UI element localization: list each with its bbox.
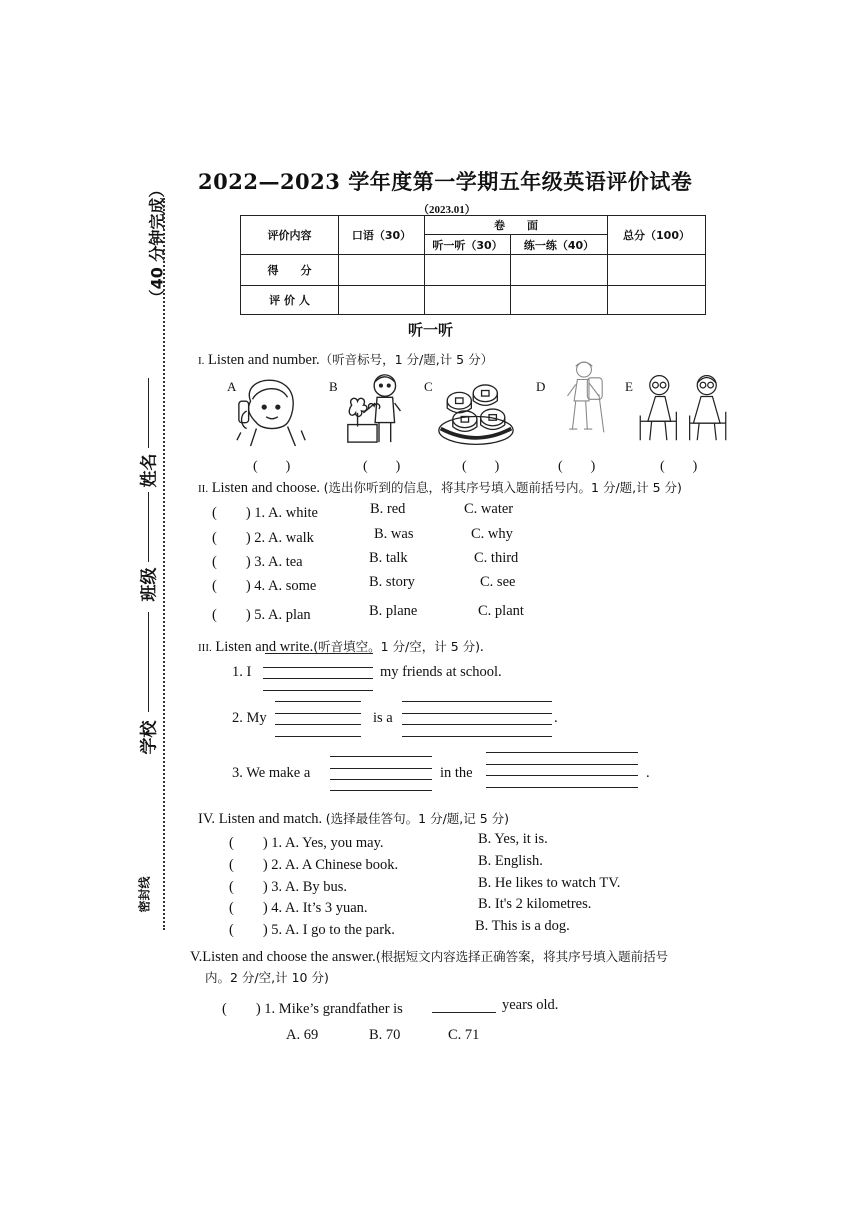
writing-line[interactable] [263,690,373,691]
writing-line[interactable] [330,768,432,769]
section3-number: III. [198,642,212,654]
sentence1-end: my friends at school. [380,664,502,680]
writing-line[interactable] [402,713,552,714]
section3-title: Listen and write. [215,639,314,655]
option-b: B. He likes to watch TV. [478,875,621,891]
list-item [212,526,314,547]
page-title: 2022—2023 学年度第一学期五年级英语评价试卷 [198,169,693,194]
question-1-text: 1. Mike’s grandfather is [264,1001,403,1017]
evaluator-cell-oral[interactable] [339,286,425,315]
hiker-icon [545,358,623,434]
answer-paren[interactable]: ( ) [212,554,251,570]
answer-paren[interactable]: ( ) [212,505,251,521]
sentence2-end: . [554,710,558,726]
score-cell-total[interactable] [608,255,706,286]
sentence3-start: 3. We make a [232,765,311,781]
picture-letter-e: E [625,379,633,394]
picture-letter-c: C [424,379,433,394]
option-a: 3. A. By bus. [271,879,348,895]
sentence3-end: . [646,765,650,781]
picture-letter-d: D [536,379,546,394]
option-a: 3. A. tea [254,554,303,570]
section4-heading [198,809,509,828]
writing-line[interactable] [330,790,432,791]
answer-paren[interactable]: ( ) [212,530,251,546]
grandparents-icon [630,368,736,444]
answer-paren[interactable]: ( ) [212,578,251,594]
writing-line[interactable] [263,667,373,668]
score-cell-listen[interactable] [425,255,511,286]
col-total: 总分（100） [608,216,706,255]
boy-watering-flowers-icon [340,370,418,446]
answer-paren[interactable]: ( ) [212,607,251,623]
girl-on-phone-icon [233,372,311,448]
answer-paren-a[interactable]: ( ) [253,459,291,474]
list-item [212,603,311,624]
writing-line[interactable] [486,764,638,765]
list-item [212,501,318,522]
option-a: 1. A. Yes, you may. [271,835,384,851]
writing-line[interactable] [486,752,638,753]
score-cell-oral[interactable] [339,255,425,286]
writing-line[interactable] [275,713,361,714]
writing-line[interactable] [486,775,638,776]
option-b: B. story [369,574,415,590]
time-note: （40 分钟完成） [147,181,167,306]
list-item [229,831,384,852]
answer-paren-c[interactable]: ( ) [462,459,500,474]
title-underline [265,653,373,654]
col-practice: 练一练（40） [511,235,608,255]
name-blank[interactable] [148,378,149,448]
option-b: B. This is a dog. [475,918,570,934]
question-1 [222,997,403,1018]
list-item [229,853,398,874]
section1-note: （听音标号，1 分/题,计 5 分） [319,352,494,367]
mooncakes-icon [437,372,515,448]
answer-paren[interactable]: ( ) [222,1001,261,1017]
list-item [212,550,303,571]
picture-letter-b: B [329,379,338,394]
writing-line[interactable] [263,678,373,679]
section5-note: (根据短文内容选择正确答案，将其序号填入题前括号 [375,949,669,964]
section2-note: (选出你听到的信息，将其序号填入题前括号内。1 分/题,计 5 分) [323,480,682,495]
sentence2-mid: is a [373,710,393,726]
option-a: 2. A. walk [254,530,314,546]
answer-paren[interactable]: ( ) [229,857,268,873]
section5-heading [190,947,668,966]
section4-number: IV. [198,811,216,827]
binding-dotted-line [163,198,165,930]
answer-paren[interactable]: ( ) [229,879,268,895]
option-b: B. was [374,526,414,542]
evaluator-cell-listen[interactable] [425,286,511,315]
part-heading: 听一听 [408,321,454,339]
section1-title: Listen and number. [208,352,320,368]
sentence3-mid: in the [440,765,473,781]
score-table [240,215,706,315]
answer-paren-b[interactable]: ( ) [363,459,401,474]
answer-paren-e[interactable]: ( ) [660,459,698,474]
option-a: 2. A. A Chinese book. [271,857,399,873]
option-a: A. 69 [286,1027,319,1043]
section2-number: II. [198,483,209,495]
sentence1-start: 1. I [232,664,252,680]
class-label: 班级 [139,567,160,602]
answer-paren[interactable]: ( ) [229,835,268,851]
option-c: C. 71 [448,1027,480,1043]
question-1-end: years old. [502,997,559,1013]
class-blank[interactable] [148,492,149,562]
option-a: 5. A. I go to the park. [271,922,395,938]
option-a: 4. A. some [254,578,317,594]
score-cell-practice[interactable] [511,255,608,286]
section2-title: Listen and choose. [211,480,321,496]
col-oral: 口语（30） [339,216,425,255]
option-c: C. water [464,501,514,517]
exam-date: （2023.01） [418,204,476,216]
writing-line[interactable] [486,787,638,788]
seal-line-label: 密封线 [137,876,152,913]
answer-paren[interactable]: ( ) [229,922,268,938]
evaluator-cell-total[interactable] [608,286,706,315]
picture-letter-a: A [227,379,237,394]
list-item [229,875,347,896]
option-a: 1. A. white [254,505,318,521]
section4-title: Listen and match. [218,811,323,827]
writing-line[interactable] [275,736,361,737]
option-c: C. why [471,526,513,542]
option-c: C. third [474,550,519,566]
option-b: B. It's 2 kilometres. [478,896,592,912]
col-listen: 听一听（30） [425,235,511,255]
writing-line[interactable] [402,724,552,725]
writing-line[interactable] [275,701,361,702]
section3-end: . [480,639,484,655]
writing-line[interactable] [275,724,361,725]
option-c: C. plant [478,603,524,619]
writing-line[interactable] [330,756,432,757]
section5-title: Listen and choose the answer. [202,949,376,965]
writing-line[interactable] [402,701,552,702]
section1-number: I. [198,355,205,367]
section4-note: (选择最佳答句。1 分/题,记 5 分) [325,811,510,826]
section3-note: (听音填空。1 分/空，计 5 分) [313,639,481,654]
option-a: 4. A. It’s 3 yuan. [271,900,368,916]
list-item [229,896,368,917]
option-b: B. 70 [369,1027,401,1043]
school-label: 学校 [139,720,160,755]
section2-heading [198,478,682,497]
option-b: B. red [370,501,406,517]
list-item [212,574,316,595]
option-b: B. plane [369,603,418,619]
option-c: C. see [480,574,516,590]
row-score: 得 分 [241,255,339,286]
section1-heading [198,350,493,369]
answer-paren-d[interactable]: ( ) [558,459,596,474]
option-b: B. English. [478,853,543,869]
col-content: 评价内容 [241,216,339,255]
option-a: 5. A. plan [254,607,311,623]
section5-number: V. [190,949,203,965]
row-evaluator: 评 价 人 [241,286,339,315]
answer-paren[interactable]: ( ) [229,900,268,916]
list-item [229,918,395,939]
section5-note-cont: 内。2 分/空,计 10 分) [205,970,329,985]
option-b: B. talk [369,550,408,566]
evaluator-cell-practice[interactable] [511,286,608,315]
option-b: B. Yes, it is. [478,831,548,847]
writing-line[interactable] [402,736,552,737]
school-blank[interactable] [148,612,149,712]
col-paper: 卷 面 [425,216,608,235]
name-label: 姓名 [139,453,160,488]
sentence2-start: 2. My [232,710,267,726]
writing-line[interactable] [330,779,432,780]
answer-blank[interactable] [432,1012,496,1013]
